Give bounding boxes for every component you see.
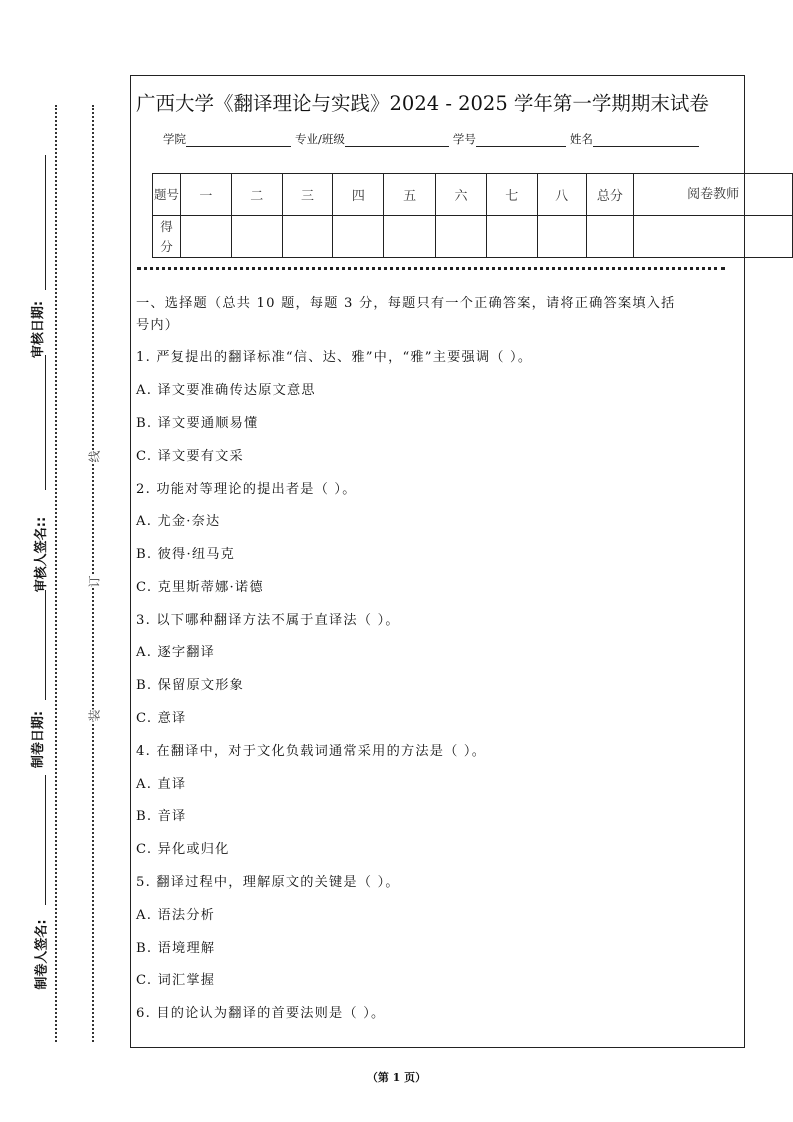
score-cell[interactable] bbox=[180, 216, 231, 258]
header-cell: 六 bbox=[436, 174, 487, 216]
student-id-field[interactable] bbox=[476, 132, 566, 147]
header-cell: 七 bbox=[486, 174, 537, 216]
binding-mark-line: 线 bbox=[87, 450, 102, 463]
answer-option: C. 译文要有文采 bbox=[136, 449, 244, 464]
score-table-header bbox=[153, 174, 793, 216]
answer-option: A. 译文要准确传达原文意思 bbox=[136, 383, 316, 398]
name-field[interactable] bbox=[593, 132, 699, 147]
answer-option: B. 语境理解 bbox=[136, 941, 216, 956]
question-text: 6. 目的论认为翻译的首要法则是（ ）。 bbox=[136, 1006, 386, 1021]
major-field[interactable] bbox=[345, 132, 449, 147]
make-date-label: 制卷日期: bbox=[31, 710, 47, 769]
score-cell[interactable] bbox=[537, 216, 586, 258]
answer-option: C. 克里斯蒂娜·诺德 bbox=[136, 580, 264, 595]
answer-option: B. 保留原文形象 bbox=[136, 678, 244, 693]
answer-option: B. 音译 bbox=[136, 809, 187, 824]
binding-mark-bind: 装 bbox=[87, 709, 102, 722]
binding-dotted-line-inner bbox=[92, 105, 94, 1042]
reviewer-sign-label: 审核人签名:: bbox=[34, 516, 50, 593]
answer-option: A. 直译 bbox=[136, 777, 187, 792]
binding-mark-staple: 订 bbox=[87, 575, 102, 588]
review-date-underline bbox=[45, 155, 46, 290]
score-cell[interactable] bbox=[486, 216, 537, 258]
header-cell: 一 bbox=[180, 174, 231, 216]
header-cell: 二 bbox=[231, 174, 282, 216]
make-date-underline bbox=[45, 590, 46, 700]
student-info-row bbox=[163, 131, 703, 147]
exam-title: 广西大学《翻译理论与实践》2024 - 2025 学年第一学期期末试卷 bbox=[136, 92, 709, 115]
header-cell: 题号 bbox=[153, 174, 181, 216]
answer-option: C. 词汇掌握 bbox=[136, 973, 216, 988]
score-cell[interactable] bbox=[586, 216, 634, 258]
page-number: （第 1 页） bbox=[366, 1071, 427, 1084]
section-heading: 一、选择题（总共 10 题，每题 3 分，每题只有一个正确答案，请将正确答案填入括 bbox=[136, 296, 676, 311]
question-text: 5. 翻译过程中，理解原文的关键是（ ）。 bbox=[136, 875, 400, 890]
header-cell: 阅卷教师 bbox=[634, 174, 793, 216]
college-field[interactable] bbox=[186, 132, 291, 147]
score-table-row bbox=[153, 216, 793, 258]
section-heading: 号内） bbox=[136, 318, 180, 333]
review-date-label: 审核日期: bbox=[31, 300, 47, 359]
header-cell: 总分 bbox=[586, 174, 634, 216]
answer-option: B. 彼得·纽马克 bbox=[136, 547, 236, 562]
score-cell[interactable] bbox=[384, 216, 436, 258]
dotted-separator bbox=[137, 267, 725, 270]
reviewer-sign-underline bbox=[45, 355, 46, 490]
answer-option: B. 译文要通顺易懂 bbox=[136, 416, 259, 431]
maker-sign-label: 制卷人签名: bbox=[34, 919, 50, 990]
question-text: 4. 在翻译中，对于文化负载词通常采用的方法是（ ）。 bbox=[136, 744, 487, 759]
score-cell[interactable] bbox=[634, 216, 793, 258]
answer-option: A. 逐字翻译 bbox=[136, 645, 216, 660]
header-cell: 八 bbox=[537, 174, 586, 216]
score-cell[interactable] bbox=[436, 216, 487, 258]
header-cell: 三 bbox=[282, 174, 333, 216]
answer-option: A. 尤金·奈达 bbox=[136, 514, 221, 529]
binding-dotted-line-outer bbox=[55, 105, 57, 1042]
score-table bbox=[152, 173, 793, 258]
answer-option: C. 意译 bbox=[136, 711, 187, 726]
score-cell[interactable] bbox=[231, 216, 282, 258]
answer-option: C. 异化或归化 bbox=[136, 842, 230, 857]
row-label: 得分 bbox=[153, 216, 181, 258]
college-label: 学院 bbox=[163, 132, 186, 146]
major-label: 专业/班级 bbox=[295, 132, 345, 146]
student-id-label: 学号 bbox=[452, 132, 476, 146]
score-cell[interactable] bbox=[333, 216, 384, 258]
name-label: 姓名 bbox=[569, 132, 593, 146]
maker-sign-underline bbox=[45, 775, 46, 905]
header-cell: 四 bbox=[333, 174, 384, 216]
score-cell[interactable] bbox=[282, 216, 333, 258]
question-text: 2. 功能对等理论的提出者是（ ）。 bbox=[136, 482, 357, 497]
question-text: 1. 严复提出的翻译标准“信、达、雅”中，“雅”主要强调（ ）。 bbox=[136, 350, 533, 365]
question-text: 3. 以下哪种翻译方法不属于直译法（ ）。 bbox=[136, 613, 400, 628]
header-cell: 五 bbox=[384, 174, 436, 216]
answer-option: A. 语法分析 bbox=[136, 908, 216, 923]
